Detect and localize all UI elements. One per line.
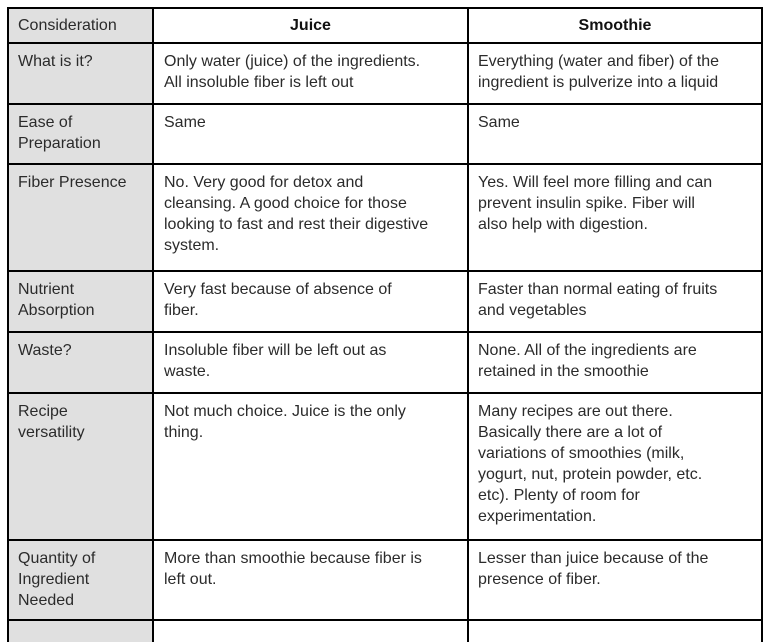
juice-value-cell: No. Very good for detox and cleansing. A good choice for those looking to fast and rest their digestive system. <box>153 164 468 271</box>
juice-value-cell: Insoluble fiber will be left out as waste. <box>153 332 468 393</box>
smoothie-value-cell: Faster than normal eating of fruits and vegetables <box>468 271 762 332</box>
table-header-row <box>8 8 762 43</box>
row-label-cell: Nutrient Absorption <box>8 271 153 332</box>
header-juice: Juice <box>153 8 468 43</box>
table-row-recipe-versatility <box>8 393 762 540</box>
table-row-what-is-it <box>8 43 762 104</box>
juice-value-cell: Same <box>153 104 468 164</box>
smoothie-value-cell: Same <box>468 104 762 164</box>
smoothie-value-cell: Everything (water and fiber) of the ingredient is pulverize into a liquid <box>468 43 762 104</box>
juice-value-cell: Very fast because of absence of fiber. <box>153 271 468 332</box>
table-row-partial-clipped <box>8 620 762 642</box>
smoothie-value-cell: None. All of the ingredients are retained in the smoothie <box>468 332 762 393</box>
row-label-cell: Fiber Presence <box>8 164 153 271</box>
juice-value-cell: More than smoothie because fiber is left out. <box>153 540 468 620</box>
table-row-ease-of-preparation <box>8 104 762 164</box>
row-label-cell: Quantity of Ingredient Needed <box>8 540 153 620</box>
smoothie-value-cell: Yes. Will feel more filling and can prevent insulin spike. Fiber will also help with digestion. <box>468 164 762 271</box>
comparison-table <box>7 7 763 642</box>
table-row-waste <box>8 332 762 393</box>
table-row-quantity-of-ingredient <box>8 540 762 620</box>
juice-value-cell <box>153 620 468 642</box>
header-smoothie: Smoothie <box>468 8 762 43</box>
smoothie-value-cell <box>468 620 762 642</box>
juice-value-cell: Not much choice. Juice is the only thing. <box>153 393 468 540</box>
header-consideration: Consideration <box>8 8 153 43</box>
row-label-cell: Recipe versatility <box>8 393 153 540</box>
juice-value-cell: Only water (juice) of the ingredients. All insoluble fiber is left out <box>153 43 468 104</box>
row-label-cell <box>8 620 153 642</box>
smoothie-value-cell: Lesser than juice because of the presence of fiber. <box>468 540 762 620</box>
smoothie-value-cell: Many recipes are out there. Basically there are a lot of variations of smoothies (milk, yogurt, nut, protein powder, etc. etc). Plenty of room for experimentation. <box>468 393 762 540</box>
row-label-cell: Ease of Preparation <box>8 104 153 164</box>
row-label-cell: Waste? <box>8 332 153 393</box>
table-row-nutrient-absorption <box>8 271 762 332</box>
table-row-fiber-presence <box>8 164 762 271</box>
row-label-cell: What is it? <box>8 43 153 104</box>
